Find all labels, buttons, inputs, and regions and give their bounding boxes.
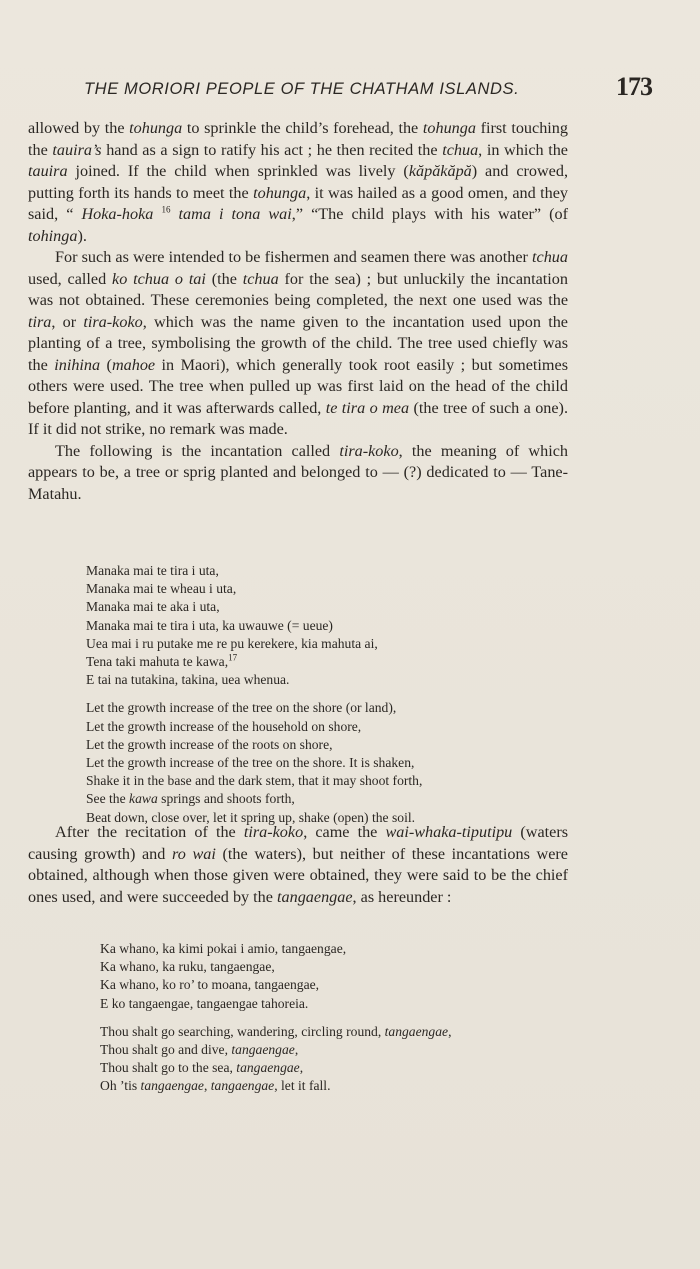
- incantation-tangaengae: [100, 940, 451, 1096]
- translation-line: Let the growth increase of the tree on the shore (or land),: [86, 700, 397, 716]
- translation-line: Thou shalt go and dive, tangaengae,: [100, 1042, 299, 1058]
- translation-line: See the kawa springs and shoots forth,: [86, 791, 295, 807]
- verse-line: E ko tangaengae, tangaengae tahoreia.: [100, 995, 309, 1011]
- translation-line: Thou shalt go to the sea, tangaengae,: [100, 1060, 304, 1076]
- translation-line: Let the growth increase of the household on shore,: [86, 718, 362, 734]
- verse-line: Ka whano, ka kimi pokai i amio, tangaengae,: [100, 941, 347, 956]
- verse-line: Tena taki mahuta te kawa,$^{17}$: [86, 652, 238, 670]
- verse-line: Ka whano, ka ruku, tangaengae,: [100, 959, 275, 975]
- translation-line: Let the growth increase of the tree on the shore. It is shaken,: [86, 755, 415, 771]
- verse-line: Manaka mai te aka i uta,: [86, 599, 220, 615]
- translation-line: Shake it in the base and the dark stem, that it may shoot forth,: [86, 773, 423, 789]
- verse-line: Manaka mai te tira i uta,: [86, 563, 219, 578]
- paragraph-3: The following is the incantation called tira-koko, the meaning of which appears to be, a tree or sprig planted and belonged to — (?) dedicated to — Tane-Matahu.: [28, 441, 568, 503]
- footnote-ref-17: 17: [228, 652, 238, 663]
- translation-line: Let the growth increase of the roots on shore,: [86, 736, 333, 752]
- verse-line: Manaka mai te wheau i uta,: [86, 581, 237, 597]
- translation-line: Oh ’tis tangaengae, tangaengae, let it fall.: [100, 1078, 331, 1094]
- body-text: [28, 118, 568, 505]
- footnote-ref-16: 16: [161, 204, 171, 215]
- verse-line: Ka whano, ko ro’ to moana, tangaengae,: [100, 977, 320, 993]
- running-header: [84, 72, 652, 108]
- verse-line: E tai na tutakina, takina, uea whenua.: [86, 672, 290, 688]
- paragraph-1: allowed by the tohunga to sprinkle the child’s forehead, the tohunga first touching the tauira’s hand as a sign to ratify his act ; he then recited the tchua, in which the tauira joined. If the child when sprinkled was lively (kăpăkăpă) and crowed, putting forth its hands to meet the tohunga, it was hailed as a good omen, and they said, “ Hoka-hoka $^{16}$ tama i tona wai,” “The child plays with his water” (of tohinga).: [28, 119, 569, 245]
- verse-line: Uea mai i ru putake me re pu kerekere, kia mahuta ai,: [86, 635, 378, 651]
- translation-line: Thou shalt go searching, wandering, circling round, tangaengae,: [100, 1023, 452, 1039]
- incantation-tira-koko: [86, 562, 422, 827]
- body-text-continued: [28, 822, 568, 908]
- page-number: 173: [616, 72, 652, 101]
- paragraph-2: For such as were intended to be fishermen and seamen there was another tchua used, called ko tchua o tai (the tchua for the sea) ; but unluckily the incantation was not obtained. These ceremonies being completed, the next one used was the tira, or tira-koko, which was the name given to the incantation used upon the planting of a tree, symbolising the growth of the child. The tree used chiefly was the inihina (mahoe in Maori), which generally took root easily ; but sometimes others were used. The tree when pulled up was first laid on the head of the child before planting, and it was afterwards called, te tira o mea (the tree of such a one). If it did not strike, no remark was made.: [28, 248, 569, 438]
- paragraph-4: After the recitation of the tira-koko, came the wai-whaka-tiputipu (waters causing growth) and ro wai (the waters), but neither of these incantations were obtained, although when those given were obtained, they were said to be the chief ones used, and were succeeded by the tangaengae, as hereunder :: [28, 823, 569, 906]
- translation-line: Beat down, close over, let it spring up, shake (open) the soil.: [86, 809, 416, 825]
- header-title: THE MORIORI PEOPLE OF THE CHATHAM ISLANDS.: [84, 80, 520, 98]
- verse-line: Manaka mai te tira i uta, ka uwauwe (= ueue): [86, 617, 333, 633]
